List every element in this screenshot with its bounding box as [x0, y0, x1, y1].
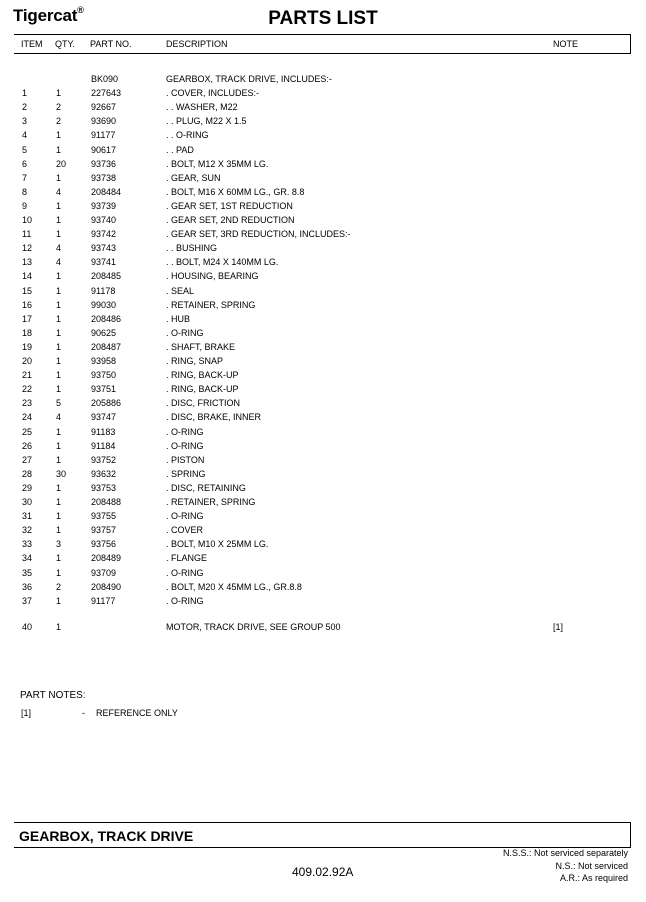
table-row: [0, 468, 646, 480]
row-qty: 1: [56, 511, 62, 522]
row-qty: 1: [56, 172, 62, 183]
row-description: . RING, BACK-UP: [166, 384, 239, 395]
row-qty: 1: [56, 130, 62, 141]
table-row: [0, 595, 646, 607]
row-item: 11: [22, 229, 32, 240]
row-qty: 1: [56, 299, 62, 310]
row-part-no: 208489: [91, 553, 122, 564]
row-item: 10: [22, 215, 33, 225]
row-part-no: 93690: [91, 116, 117, 127]
row-item: 12: [22, 243, 33, 254]
row-item: 22: [22, 384, 33, 395]
row-qty: 1: [56, 313, 62, 324]
table-row: [0, 115, 646, 127]
row-part-no: 208484: [91, 186, 122, 197]
row-item: 25: [22, 426, 33, 437]
row-qty: 1: [56, 215, 62, 225]
row-description: . DISC, BRAKE, INNER: [166, 412, 262, 423]
row-item: 20: [22, 356, 33, 366]
row-description: . GEAR SET, 3RD REDUCTION, INCLUDES:-: [166, 229, 351, 240]
row-description: . SPRING: [166, 468, 206, 479]
table-row: [0, 299, 646, 311]
row-description: . GEAR SET, 2ND REDUCTION: [166, 215, 295, 225]
row-qty: 1: [56, 200, 62, 211]
row-description: . DISC, FRICTION: [166, 398, 240, 409]
row-description: . FLANGE: [166, 553, 208, 564]
part-notes-title: PART NOTES:: [20, 690, 86, 701]
row-description: . DISC, RETAINING: [166, 482, 246, 493]
row-part-no: 93742: [91, 229, 117, 240]
row-part-no: 93757: [91, 525, 117, 536]
row-item: 2: [22, 102, 28, 113]
table-header: [14, 34, 631, 54]
row-part-no: 93736: [91, 158, 117, 169]
table-row: [0, 228, 646, 240]
row-part-no: 91177: [91, 595, 116, 606]
row-item: 4: [22, 130, 28, 141]
row-description: . BOLT, M10 X 25MM LG.: [166, 539, 269, 550]
row-description: . SHAFT, BRAKE: [166, 341, 236, 352]
row-item: 34: [22, 553, 33, 564]
table-row: [0, 172, 646, 184]
table-row: [0, 158, 646, 170]
row-qty: 1: [56, 229, 62, 240]
legend-ns: N.S.: Not serviced: [555, 860, 628, 871]
row-description: . O-RING: [166, 426, 204, 437]
row-description: . BOLT, M16 X 60MM LG., GR. 8.8: [166, 186, 305, 197]
footer-title: GEARBOX, TRACK DRIVE: [19, 828, 194, 844]
row-description: . O-RING: [166, 511, 204, 522]
row-part-no: 208490: [91, 581, 122, 592]
table-row: [0, 567, 646, 579]
table-row: [0, 581, 646, 593]
row-description: . O-RING: [166, 327, 204, 338]
row-part-no: 99030: [91, 299, 117, 310]
table-row: [0, 101, 646, 113]
row-qty: 1: [56, 384, 62, 395]
row-item: 32: [22, 525, 33, 536]
row-note: [1]: [553, 622, 564, 632]
row-item: 36: [22, 581, 33, 592]
row-item: 15: [22, 285, 33, 296]
row-item: 9: [22, 200, 28, 211]
row-description: . GEAR SET, 1ST REDUCTION: [166, 200, 293, 211]
table-row: [0, 242, 646, 254]
row-qty: 1: [56, 567, 62, 578]
row-item: 24: [22, 412, 33, 423]
row-item: 23: [22, 398, 33, 409]
table-row: [0, 369, 646, 381]
row-part-no: 91184: [91, 440, 116, 451]
row-description: . HOUSING, BEARING: [166, 271, 259, 282]
row-item: 33: [22, 539, 33, 550]
table-row: [0, 482, 646, 494]
row-qty: 3: [56, 539, 62, 550]
table-row: [0, 621, 646, 633]
row-qty: 1: [56, 482, 62, 493]
row-qty: 2: [56, 116, 62, 127]
row-part-no: 93743: [91, 243, 117, 254]
row-part-no: 90617: [91, 144, 117, 155]
table-row: [0, 510, 646, 522]
row-qty: 1: [56, 497, 62, 507]
row-qty: 1: [56, 454, 62, 465]
row-description: . O-RING: [166, 567, 204, 578]
row-qty: 1: [56, 440, 62, 451]
row-part-no: 93709: [91, 567, 117, 578]
document-number: 409.02.92A: [292, 865, 354, 879]
row-qty: 4: [56, 412, 62, 423]
row-part-no: 91177: [91, 130, 116, 141]
row-part-no: 93751: [91, 384, 117, 395]
row-description: . BOLT, M12 X 35MM LG.: [166, 158, 269, 169]
table-row: [0, 426, 646, 438]
table-row: [0, 397, 646, 409]
table-row: [0, 383, 646, 395]
row-qty: 1: [56, 356, 62, 366]
row-qty: 2: [56, 102, 62, 113]
table-row: [0, 440, 646, 452]
row-item: 40: [22, 622, 33, 632]
table-row: [0, 214, 646, 226]
brand-name: Tigercat: [13, 6, 78, 25]
row-qty: 1: [56, 525, 62, 536]
row-part-no: 93753: [91, 482, 117, 493]
row-item: 14: [22, 271, 33, 282]
row-description: . . O-RING: [166, 130, 209, 141]
row-description: . RETAINER, SPRING: [166, 299, 256, 310]
table-row: [0, 87, 646, 99]
row-part-no: 93750: [91, 370, 117, 381]
row-part-no: 93738: [91, 172, 117, 183]
table-row: [0, 411, 646, 423]
row-qty: 1: [56, 271, 62, 282]
table-row: [0, 327, 646, 339]
row-description: . SEAL: [166, 285, 195, 296]
part-note-ref: [1]: [21, 708, 32, 718]
row-description: . GEAR, SUN: [166, 172, 221, 183]
row-description: . COVER: [166, 525, 204, 536]
row-qty: 20: [56, 158, 67, 169]
row-description: . . PAD: [166, 144, 194, 155]
table-row: [0, 73, 646, 85]
row-description: . RING, BACK-UP: [166, 370, 239, 381]
row-item: 28: [22, 468, 33, 479]
row-item: 13: [22, 257, 33, 268]
row-part-no: 91183: [91, 426, 116, 437]
row-qty: 5: [56, 398, 62, 409]
row-qty: 30: [56, 468, 67, 479]
header-item: ITEM: [21, 39, 43, 49]
row-description: GEARBOX, TRACK DRIVE, INCLUDES:-: [166, 74, 332, 84]
row-description: . RING, SNAP: [166, 356, 224, 366]
row-description: . . BUSHING: [166, 243, 218, 254]
row-qty: 4: [56, 257, 62, 268]
header-part-no: PART NO.: [90, 39, 132, 49]
row-part-no: 93756: [91, 539, 117, 550]
row-item: 27: [22, 454, 33, 465]
row-part-no: 227643: [91, 88, 122, 99]
table-row: [0, 538, 646, 550]
row-qty: 1: [56, 144, 62, 155]
row-description: . . PLUG, M22 X 1.5: [166, 116, 247, 127]
row-description: . PISTON: [166, 454, 205, 465]
row-item: 1: [22, 88, 28, 99]
row-description: . COVER, INCLUDES:-: [166, 88, 260, 99]
row-part-no: 208488: [91, 497, 122, 507]
row-qty: 1: [56, 622, 62, 632]
table-row: [0, 270, 646, 282]
part-note-dash: -: [82, 708, 85, 718]
header-qty: QTY.: [55, 39, 75, 49]
row-item: 29: [22, 482, 33, 493]
row-item: 8: [22, 186, 28, 197]
row-part-no: 205886: [91, 398, 122, 409]
row-item: 5: [22, 144, 28, 155]
row-description: . O-RING: [166, 440, 204, 451]
table-row: [0, 454, 646, 466]
row-description: . HUB: [166, 313, 191, 324]
row-item: 31: [22, 511, 33, 522]
row-item: 26: [22, 440, 33, 451]
row-item: 18: [22, 327, 33, 338]
header-note: NOTE: [553, 39, 579, 49]
row-description: . BOLT, M20 X 45MM LG., GR.8.8: [166, 581, 302, 592]
row-part-no: 92667: [91, 102, 117, 113]
row-qty: 1: [56, 426, 62, 437]
row-qty: 1: [56, 341, 62, 352]
row-qty: 1: [56, 553, 62, 564]
row-part-no: 208485: [91, 271, 122, 282]
table-row: [0, 129, 646, 141]
row-part-no: 208487: [91, 341, 122, 352]
table-row: [0, 144, 646, 156]
row-description: . RETAINER, SPRING: [166, 497, 256, 507]
row-qty: 1: [56, 370, 62, 381]
table-row: [0, 496, 646, 508]
row-item: 7: [22, 172, 28, 183]
row-description: . . WASHER, M22: [166, 102, 238, 113]
legend-nss: N.S.S.: Not serviced separately: [502, 848, 628, 858]
page-title: PARTS LIST: [268, 8, 378, 29]
row-item: 6: [22, 158, 28, 169]
row-qty: 1: [56, 285, 62, 296]
row-part-no: 90625: [91, 327, 117, 338]
header-description: DESCRIPTION: [166, 39, 228, 49]
row-qty: 1: [56, 327, 62, 338]
row-qty: 4: [56, 186, 62, 197]
abbreviation-legend: [503, 847, 628, 885]
row-qty: 1: [56, 595, 62, 606]
row-item: 21: [22, 370, 33, 381]
row-description: . . BOLT, M24 X 140MM LG.: [166, 257, 279, 268]
table-row: [0, 186, 646, 198]
row-part-no: 208486: [91, 313, 122, 324]
registered-mark: ®: [77, 5, 84, 16]
table-row: [0, 524, 646, 536]
table-row: [0, 285, 646, 297]
table-row: [0, 341, 646, 353]
row-qty: 4: [56, 243, 62, 254]
table-row: [0, 355, 646, 367]
table-row: [0, 552, 646, 564]
row-part-no: 91178: [91, 285, 116, 296]
row-description: MOTOR, TRACK DRIVE, SEE GROUP 500: [166, 622, 341, 632]
table-row: [0, 313, 646, 325]
row-part-no: 93632: [91, 468, 117, 479]
row-item: 35: [22, 567, 33, 578]
row-item: 37: [22, 595, 33, 606]
row-part-no: 93752: [91, 454, 117, 465]
row-part-no: BK090: [91, 74, 119, 84]
row-item: 16: [22, 299, 33, 310]
legend-ar: A.R.: As required: [559, 873, 628, 883]
row-item: 19: [22, 341, 33, 352]
row-item: 17: [22, 313, 33, 324]
row-qty: 2: [56, 581, 62, 592]
row-part-no: 93739: [91, 200, 117, 211]
row-part-no: 93741: [91, 257, 117, 268]
table-row: [0, 256, 646, 268]
row-part-no: 93747: [91, 412, 117, 423]
row-part-no: 93958: [91, 356, 117, 366]
part-note-text: REFERENCE ONLY: [96, 708, 178, 718]
row-part-no: 93755: [91, 511, 117, 522]
footer-title-box: [14, 822, 631, 848]
row-part-no: 93740: [91, 215, 117, 225]
row-item: 3: [22, 116, 28, 127]
row-item: 30: [22, 497, 33, 507]
row-description: . O-RING: [166, 595, 204, 606]
row-qty: 1: [56, 88, 62, 99]
table-row: [0, 200, 646, 212]
